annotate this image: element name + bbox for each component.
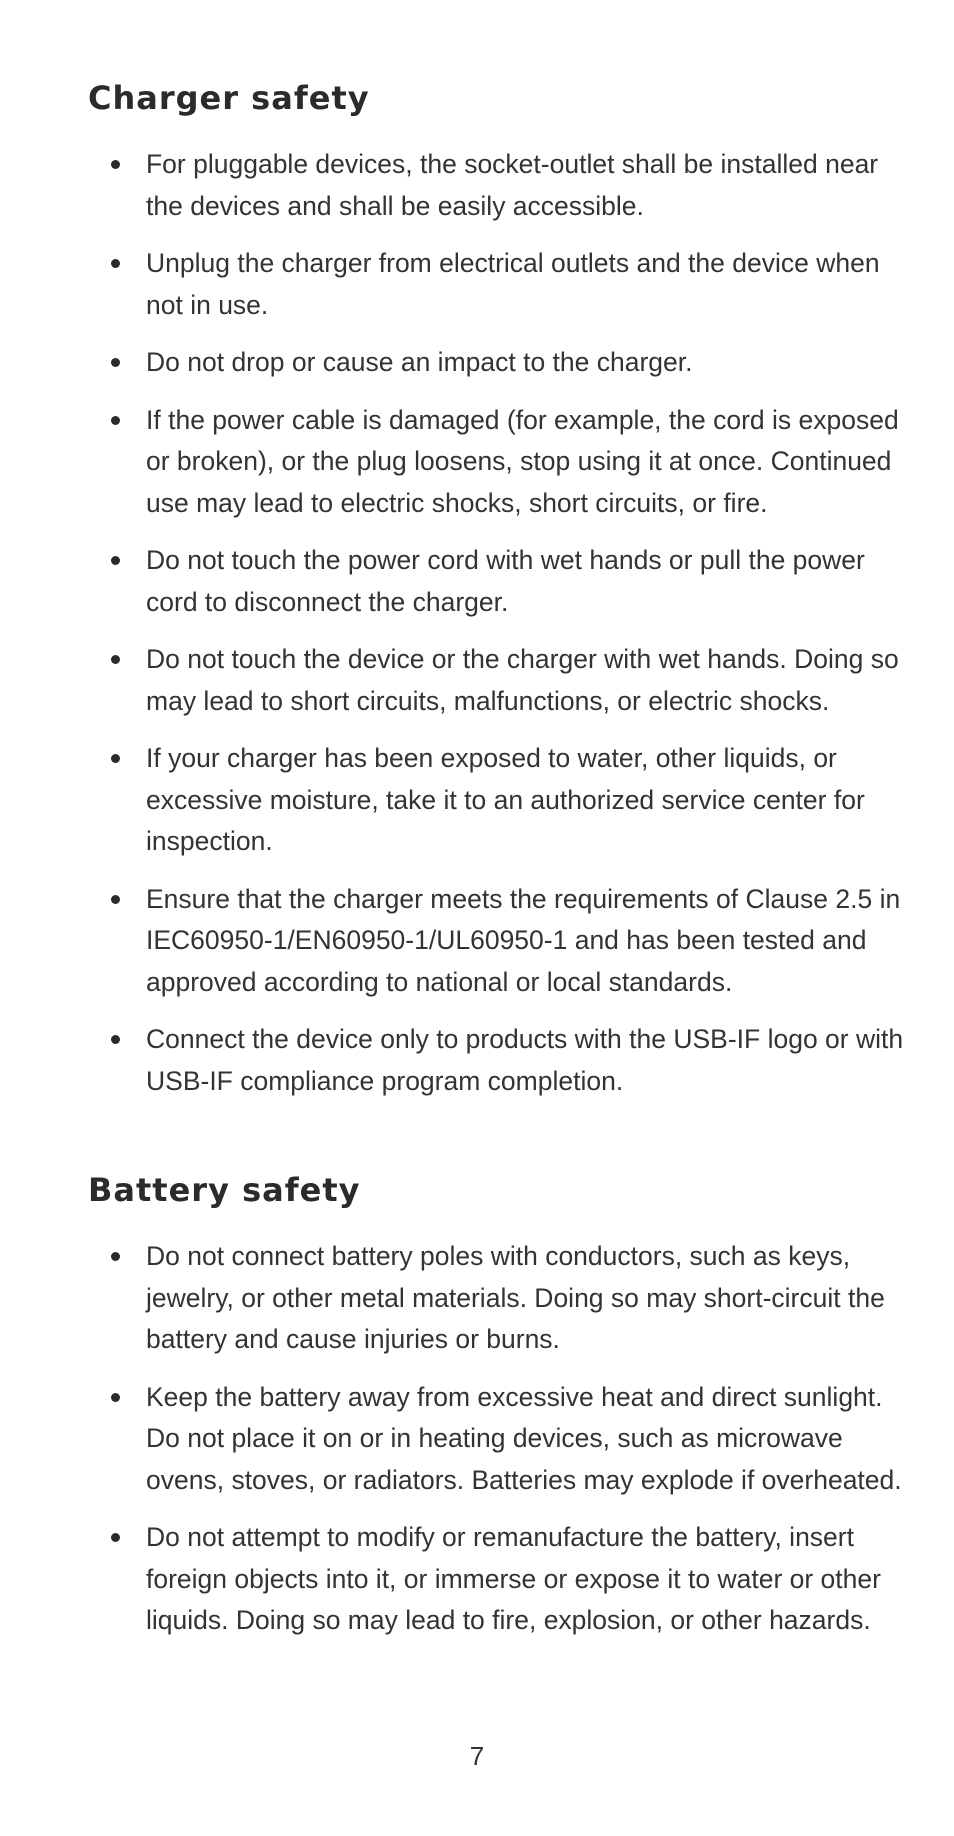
list-item-text: If your charger has been exposed to water, other liquids, or excessive moisture, take it to an authorized service center for inspection. — [146, 743, 865, 856]
list-item-text: Ensure that the charger meets the requirements of Clause 2.5 in IEC60950-1/EN60950-1/UL60950-1 and has been tested and approved according to national or local standards. — [146, 883, 901, 997]
page-number: 7 — [469, 1741, 485, 1771]
list-item-text: Unplug the charger from electrical outlets and the device when not in use. — [146, 248, 880, 320]
section-title-charger-safety: Charger safety — [88, 79, 370, 117]
list-item — [88, 1019, 908, 1102]
list-item — [88, 1517, 908, 1642]
list-item — [88, 243, 908, 326]
list-item — [88, 1377, 908, 1502]
battery-safety-list — [88, 1236, 908, 1658]
bullet-icon — [111, 556, 120, 565]
bullet-icon — [111, 1393, 120, 1402]
bullet-icon — [111, 1533, 120, 1542]
bullet-icon — [111, 754, 120, 763]
bullet-icon — [111, 160, 120, 169]
bullet-icon — [111, 416, 120, 425]
bullet-icon — [111, 895, 120, 904]
section-title-battery-safety: Battery safety — [88, 1171, 361, 1209]
bullet-icon — [111, 1035, 120, 1044]
charger-safety-list — [88, 144, 908, 1118]
list-item-text: For pluggable devices, the socket-outlet shall be installed near the devices and shall be easily accessible. — [146, 149, 879, 221]
list-item — [88, 738, 908, 863]
list-item-text: Do not connect battery poles with conductors, such as keys, jewelry, or other metal materials. Doing so may short-circuit the battery and cause injuries or burns. — [146, 1241, 885, 1354]
list-item-text: Connect the device only to products with the USB-IF logo or with USB-IF compliance program completion. — [146, 1024, 904, 1096]
list-item-text: Do not touch the power cord with wet hands or pull the power cord to disconnect the charger. — [146, 545, 865, 617]
list-item — [88, 400, 908, 525]
bullet-icon — [111, 655, 120, 664]
bullet-icon — [111, 1252, 120, 1261]
list-item — [88, 1236, 908, 1361]
list-item-text: Do not attempt to modify or remanufacture the battery, insert foreign objects into it, or immerse or expose it to water or other liquids. Doing so may lead to fire, explosion, or other hazards. — [146, 1522, 881, 1635]
list-item-text: Keep the battery away from excessive heat and direct sunlight. Do not place it on or in heating devices, such as microwave ovens, stoves, or radiators. Batteries may explode if overheated. — [146, 1381, 902, 1495]
bullet-icon — [111, 259, 120, 268]
list-item-text: Do not drop or cause an impact to the charger. — [146, 347, 693, 377]
list-item — [88, 639, 908, 722]
list-item — [88, 144, 908, 227]
list-item-text: If the power cable is damaged (for example, the cord is exposed or broken), or the plug loosens, stop using it at once. Continued use may lead to electric shocks, short circuits, or fire. — [146, 404, 899, 518]
list-item — [88, 540, 908, 623]
bullet-icon — [111, 358, 120, 367]
list-item — [88, 879, 908, 1004]
list-item-text: Do not touch the device or the charger with wet hands. Doing so may lead to short circuits, malfunctions, or electric shocks. — [146, 644, 899, 716]
list-item — [88, 342, 908, 384]
